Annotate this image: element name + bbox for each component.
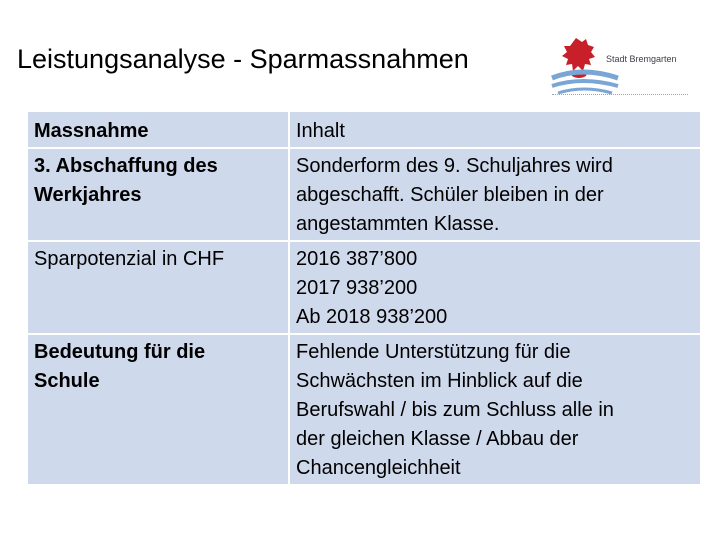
row-content-line: Fehlende Unterstützung für die bbox=[296, 341, 571, 363]
row-content-line: 2017 938’200 bbox=[296, 277, 418, 299]
row-content-line: Ab 2018 938’200 bbox=[296, 306, 448, 328]
row-content-line: angestammten Klasse. bbox=[296, 213, 500, 235]
table-row bbox=[28, 335, 700, 484]
row-content-line: der gleichen Klasse / Abbau der bbox=[296, 428, 579, 450]
row-label-line: Werkjahres bbox=[34, 184, 142, 206]
table-header-row bbox=[28, 112, 700, 147]
header-cell-inhalt: Inhalt bbox=[290, 112, 700, 147]
row-label-line: Sparpotenzial in CHF bbox=[34, 248, 225, 270]
row-content-line: Chancengleichheit bbox=[296, 457, 461, 479]
row-content-line: abgeschafft. Schüler bleiben in der bbox=[296, 184, 604, 206]
page-title: Leistungsanalyse - Sparmassnahmen bbox=[17, 44, 469, 74]
row-content-cell bbox=[290, 149, 700, 240]
header-cell-massnahme: Massnahme bbox=[28, 112, 288, 147]
row-content-line: 2016 387’800 bbox=[296, 248, 418, 270]
row-content-line: Sonderform des 9. Schuljahres wird bbox=[296, 155, 613, 177]
lion-crest-icon bbox=[548, 30, 693, 100]
row-content-cell bbox=[290, 242, 700, 333]
row-content-line: Schwächsten im Hinblick auf die bbox=[296, 370, 583, 392]
row-label-line: 3. Abschaffung des bbox=[34, 155, 218, 177]
row-content-line: Berufswahl / bis zum Schluss alle in bbox=[296, 399, 614, 421]
logo-wordmark: Stadt Bremgarten bbox=[606, 54, 677, 64]
table-row bbox=[28, 149, 700, 240]
row-content-cell bbox=[290, 335, 700, 484]
row-label-cell bbox=[28, 335, 288, 484]
row-label-line: Bedeutung für die bbox=[34, 341, 206, 363]
measures-table bbox=[26, 110, 702, 486]
row-label-line: Schule bbox=[34, 370, 100, 392]
table-row bbox=[28, 242, 700, 333]
logo-divider bbox=[552, 94, 688, 95]
row-label-cell bbox=[28, 149, 288, 240]
row-label-cell bbox=[28, 242, 288, 333]
